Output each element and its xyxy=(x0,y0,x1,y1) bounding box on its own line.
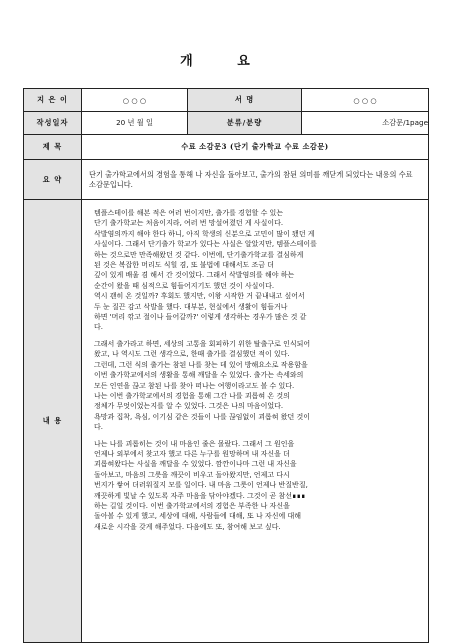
content-paragraph-3: 나는 나를 괴롭히는 것이 내 마음인 줄은 몰랐다. 그래서 그 원인을 언제나 외부에서 찾고자 했고 다른 누구를 원망하며 내 자신을 더 괴롭혀왔다는 사실을 깨달을 수 있었다. 깜깐이나마 그런 내 자신을 돌아보고, 마음의 그릇을 깨끗이 비우고 돌아왔지만, 언제고 다시 번지가 쌓여 더러워질지 모를 일이다. 내 마음 그릇이 언제나 반질반질, 깨끗하게 빛날 수 있도록 자주 마음을 닦아야겠다. 그것이 곧 참선∎∎∎ 하는 길일 것이다. 이번 출가학교에서의 경험은 부족한 나 자신을 돌아볼 수 있게 했고, 세상에 대해, 사람들에 대해, 또 나 자신에 대해 새로운 시각을 갖게 해주었다. 다음에도 또, 참여해 보고 싶다. xyxy=(94,439,308,531)
content-body xyxy=(82,200,429,643)
category-value: 소감문/1page xyxy=(302,112,429,135)
date-value: 20 년 월 일 xyxy=(82,112,188,135)
page-title: 개 요 xyxy=(180,54,270,69)
seal-label: 서 명 xyxy=(188,89,302,112)
author-value: ○ ○ ○ xyxy=(82,89,188,112)
subject-label: 제 목 xyxy=(24,135,82,160)
summary-label: 요 약 xyxy=(24,160,82,200)
overview-form xyxy=(23,88,429,643)
content-label: 내 용 xyxy=(24,200,82,643)
summary-text: 단기 출가학교에서의 경험을 통해 나 자신을 돌아보고, 출가의 참된 의미를 깨닫게 되었다는 내용의 수료 소감문입니다. xyxy=(82,160,429,200)
content-paragraph-2: 그래서 출가라고 하면, 세상의 고통을 회피하기 위한 탈출구로 인식되어 왔고, 나 역시도 그런 생각으로, 한때 출가를 결심했던 적이 있다. 그런데, 그런 식의 출가는 참된 나를 찾는 데 있어 방해요소로 작용함을 이번 출가학교에서의 생활을 통해 깨달을 수 있었다. 출가는 속세와의 모든 인연을 끊고 참된 나를 찾아 떠나는 여행이라고도 볼 수 있다. 나는 이번 출가학교에서의 경험을 통해 그간 나를 괴롭혀 온 것의 정체가 무엇이었는지를 알 수 있었다. 그것은 나의 마음이었다. 욕망과 집착, 욕심, 이기심 같은 것들이 나를 끊임없이 괴롭혀 왔던 것이 다. xyxy=(94,339,311,432)
author-label: 지 은 이 xyxy=(24,89,82,112)
content-paragraph-1: 템플스테이를 해본 적은 여러 번이지만, 출가를 경험할 수 있는 단기 출가학교는 처음이지라, 여러 번 망설여졌던 게 사실이다. 삭발염의까지 해야 한다 하니, 아직 학생의 신분으로 고민이 많이 됐던 게 사실이다. 그래서 단기출가 학교가 있다는 사실은 알았지만, 템플스테이를 하는 것으로만 만족해왔던 것 같다. 이번에, 단기출가학교를 결심하게 된 것은 복잡한 머리도 식힐 겸, 또 불법에 대해서도 조금 더 깊이 있게 배울 겸 해서 간 것이었다. 그래서 삭발염의를 해야 하는 순간이 왔을 때 심적으로 힘들어지기도 했던 것이 사실이다. 역시 괜히 온 것일까? 후회도 했지만, 이왕 시작한 거 끝내내고 싶어서 두 눈 질끈 감고 삭발을 했다. 대부분, 현실에서 생활이 힘들거나 하면 '머리 깎고 절이나 들어갈까?' 이렇게 생각하는 경우가 많은 것 같 다. xyxy=(94,209,317,332)
seal-value: ○ ○ ○ xyxy=(302,89,429,112)
category-label: 분류/분량 xyxy=(188,112,302,135)
date-label: 작성일자 xyxy=(24,112,82,135)
document-title: 수료 소감문3 (단기 출가학교 수료 소감문) xyxy=(82,135,429,160)
